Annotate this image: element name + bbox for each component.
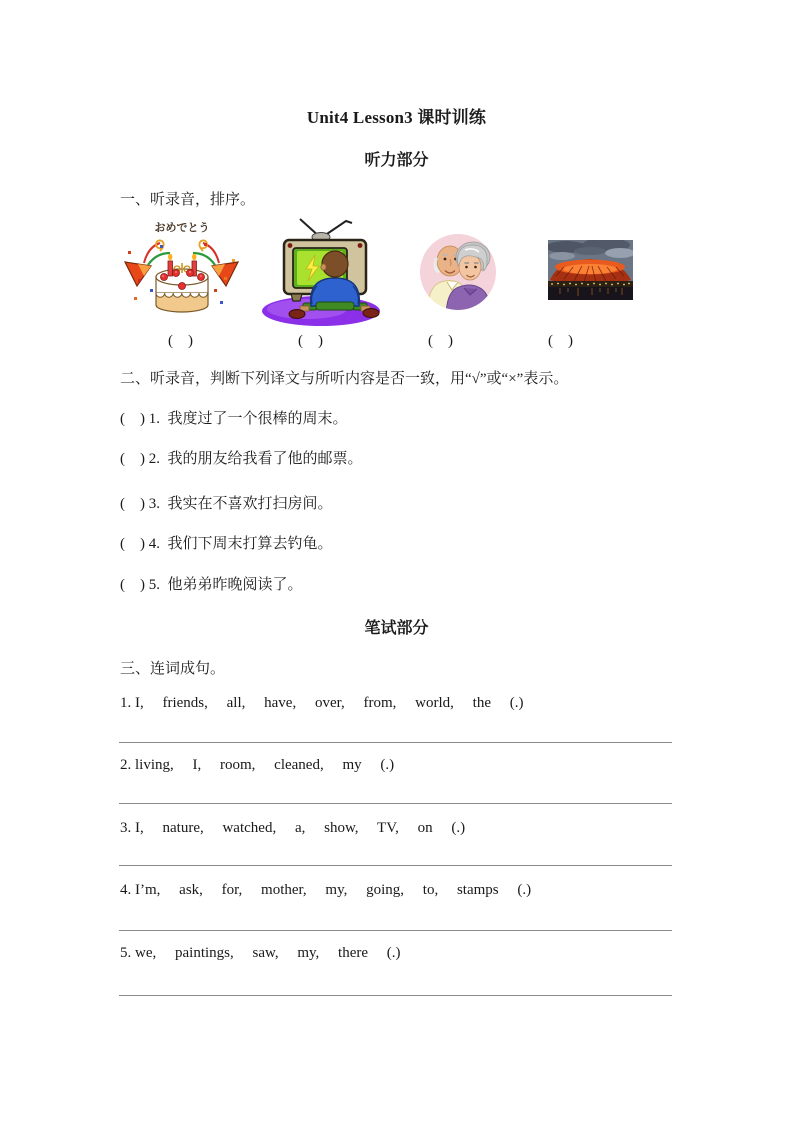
figure-birthday-cake [120, 221, 243, 319]
answer-line-4[interactable] [119, 930, 672, 931]
part3-instruction: 三、连词成句。 [120, 661, 226, 677]
boy-watching-tv-image [257, 216, 388, 328]
answer-line-3[interactable] [119, 865, 672, 866]
stadium-lights-icon [548, 281, 633, 287]
part2-item-5[interactable]: ( ) 5. 他弟弟昨晚阅读了。 [120, 577, 303, 593]
answer-line-5[interactable] [119, 995, 672, 996]
part1-answer-slot-3[interactable]: ( ) [428, 333, 453, 349]
part2-item-2[interactable]: ( ) 2. 我的朋友给我看了他的邮票。 [120, 451, 363, 467]
figure-boy-watching-tv [257, 216, 388, 328]
part2-item-1[interactable]: ( ) 1. 我度过了一个很棒的周末。 [120, 411, 348, 427]
elderly-couple-image [419, 226, 497, 318]
listening-section-heading: 听力部分 [364, 152, 429, 169]
figure-stadium [548, 240, 633, 300]
rearrange-item-5: 5. we, paintings, saw, my, there (.) [120, 945, 401, 961]
page-title: Unit4 Lesson3 课时训练 [306, 108, 487, 127]
written-section-heading: 笔试部分 [364, 620, 429, 637]
part1-answer-slot-4[interactable]: ( ) [548, 333, 573, 349]
part1-instruction: 一、听录音，排序。 [120, 192, 256, 208]
cake-banner-text: おめでとう [154, 222, 210, 234]
part1-answer-slot-1[interactable]: ( ) [168, 333, 193, 349]
part2-item-4[interactable]: ( ) 4. 我们下周末打算去钓龟。 [120, 536, 333, 552]
answer-line-1[interactable] [119, 742, 672, 743]
birthday-cake-image [120, 221, 243, 319]
bird-nest-stadium-image [548, 240, 633, 300]
part2-item-3[interactable]: ( ) 3. 我实在不喜欢打扫房间。 [120, 496, 333, 512]
rearrange-item-3: 3. I, nature, watched, a, show, TV, on (.) [120, 820, 466, 836]
foreground-reflection-icon [548, 287, 633, 300]
part2-instruction: 二、听录音，判断下列译文与所听内容是否一致，用“√”或“×”表示。 [120, 371, 569, 387]
rearrange-item-2: 2. living, I, room, cleaned, my (.) [120, 757, 395, 773]
rearrange-item-4: 4. I’m, ask, for, mother, my, going, to, stamps (.) [120, 882, 532, 898]
figure-elderly-couple [419, 226, 497, 318]
part1-answer-slot-2[interactable]: ( ) [298, 333, 323, 349]
rearrange-item-1: 1. I, friends, all, have, over, from, world, the (.) [120, 695, 524, 711]
answer-line-2[interactable] [119, 803, 672, 804]
